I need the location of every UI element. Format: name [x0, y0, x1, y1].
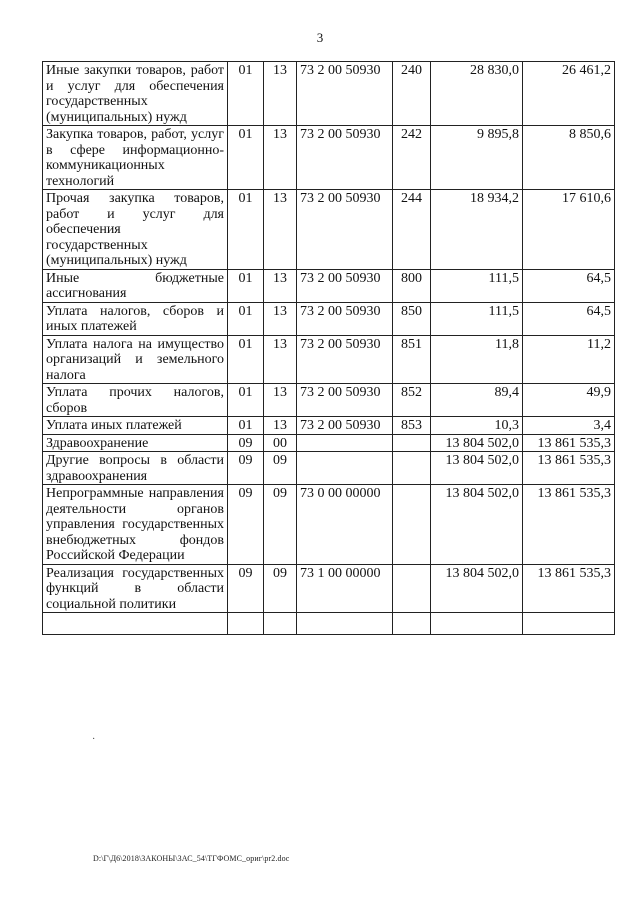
cell-empty	[264, 613, 297, 635]
cell-target-article: 73 2 00 50930	[297, 335, 393, 384]
cell-target-article	[297, 452, 393, 485]
cell-section: 01	[228, 302, 264, 335]
cell-amount-1: 13 804 502,0	[431, 452, 523, 485]
cell-expense-type	[393, 564, 431, 613]
cell-target-article: 73 2 00 50930	[297, 190, 393, 270]
cell-section: 09	[228, 452, 264, 485]
page-number: 3	[316, 30, 324, 45]
cell-name: Здравоохранение	[43, 434, 228, 452]
budget-table	[42, 61, 615, 635]
cell-target-article	[297, 434, 393, 452]
cell-amount-1: 111,5	[431, 302, 523, 335]
cell-amount-1: 11,8	[431, 335, 523, 384]
cell-expense-type: 240	[393, 62, 431, 126]
table-row	[43, 434, 615, 452]
cell-amount-1: 10,3	[431, 417, 523, 435]
cell-empty	[431, 613, 523, 635]
cell-empty	[43, 613, 228, 635]
cell-expense-type	[393, 452, 431, 485]
cell-subsection: 13	[264, 269, 297, 302]
cell-amount-2: 64,5	[523, 269, 615, 302]
cell-subsection: 13	[264, 302, 297, 335]
cell-subsection: 00	[264, 434, 297, 452]
table-row-empty	[43, 613, 615, 635]
cell-section: 09	[228, 434, 264, 452]
cell-target-article: 73 0 00 00000	[297, 485, 393, 565]
cell-amount-1: 89,4	[431, 384, 523, 417]
cell-amount-1: 9 895,8	[431, 126, 523, 190]
table-row	[43, 269, 615, 302]
cell-target-article: 73 2 00 50930	[297, 302, 393, 335]
cell-name: Уплата прочих налогов, сборов	[43, 384, 228, 417]
cell-section: 01	[228, 335, 264, 384]
cell-section: 01	[228, 126, 264, 190]
cell-amount-2: 13 861 535,3	[523, 485, 615, 565]
cell-expense-type: 850	[393, 302, 431, 335]
cell-amount-1: 13 804 502,0	[431, 485, 523, 565]
table-row	[43, 190, 615, 270]
cell-amount-1: 13 804 502,0	[431, 564, 523, 613]
cell-expense-type: 800	[393, 269, 431, 302]
cell-amount-2: 17 610,6	[523, 190, 615, 270]
table-row	[43, 62, 615, 126]
table-body	[43, 62, 615, 635]
footer-file-path: D:\Г\Д6\2018\ЗАКОНЫ\ЗАС_54\ТГФОМС_ориг\pr2.doc	[93, 854, 290, 863]
cell-amount-2: 11,2	[523, 335, 615, 384]
cell-name: Прочая закупка товаров, работ и услуг для обеспечения государственных (муниципальных) нужд	[43, 190, 228, 270]
cell-target-article: 73 2 00 50930	[297, 126, 393, 190]
table-row	[43, 485, 615, 565]
cell-target-article: 73 2 00 50930	[297, 384, 393, 417]
cell-section: 01	[228, 190, 264, 270]
cell-subsection: 13	[264, 190, 297, 270]
cell-subsection: 09	[264, 452, 297, 485]
cell-name: Иные бюджетные ассигнования	[43, 269, 228, 302]
table-row	[43, 384, 615, 417]
cell-expense-type: 851	[393, 335, 431, 384]
cell-amount-1: 28 830,0	[431, 62, 523, 126]
cell-amount-2: 26 461,2	[523, 62, 615, 126]
cell-subsection: 13	[264, 335, 297, 384]
cell-subsection: 09	[264, 564, 297, 613]
cell-amount-2: 13 861 535,3	[523, 452, 615, 485]
cell-empty	[523, 613, 615, 635]
cell-subsection: 13	[264, 384, 297, 417]
cell-expense-type: 853	[393, 417, 431, 435]
cell-target-article: 73 1 00 00000	[297, 564, 393, 613]
cell-expense-type	[393, 485, 431, 565]
cell-section: 01	[228, 384, 264, 417]
cell-amount-1: 13 804 502,0	[431, 434, 523, 452]
table-row	[43, 417, 615, 435]
cell-name: Другие вопросы в области здравоохранения	[43, 452, 228, 485]
cell-section: 01	[228, 417, 264, 435]
cell-expense-type	[393, 434, 431, 452]
cell-section: 09	[228, 485, 264, 565]
cell-target-article: 73 2 00 50930	[297, 269, 393, 302]
cell-subsection: 09	[264, 485, 297, 565]
cell-target-article: 73 2 00 50930	[297, 417, 393, 435]
cell-name: Непрограммные направления деятельности органов управления государственных внебюджетных фондов Российской Федерации	[43, 485, 228, 565]
cell-name: Иные закупки товаров, работ и услуг для обеспечения государственных (муниципальных) нужд	[43, 62, 228, 126]
cell-expense-type: 244	[393, 190, 431, 270]
cell-subsection: 13	[264, 417, 297, 435]
cell-amount-1: 18 934,2	[431, 190, 523, 270]
cell-empty	[228, 613, 264, 635]
cell-empty	[393, 613, 431, 635]
table-row	[43, 564, 615, 613]
cell-section: 01	[228, 62, 264, 126]
cell-name: Уплата налогов, сборов и иных платежей	[43, 302, 228, 335]
cell-amount-2: 64,5	[523, 302, 615, 335]
cell-subsection: 13	[264, 126, 297, 190]
table-row	[43, 126, 615, 190]
cell-amount-2: 3,4	[523, 417, 615, 435]
cell-subsection: 13	[264, 62, 297, 126]
cell-name: Уплата иных платежей	[43, 417, 228, 435]
cell-amount-2: 49,9	[523, 384, 615, 417]
table-row	[43, 335, 615, 384]
cell-empty	[297, 613, 393, 635]
cell-section: 01	[228, 269, 264, 302]
cell-amount-1: 111,5	[431, 269, 523, 302]
stray-mark: ·	[92, 734, 96, 745]
table-row	[43, 452, 615, 485]
cell-expense-type: 852	[393, 384, 431, 417]
cell-expense-type: 242	[393, 126, 431, 190]
cell-amount-2: 8 850,6	[523, 126, 615, 190]
cell-name: Закупка товаров, работ, услуг в сфере информационно-коммуникационных технологий	[43, 126, 228, 190]
cell-name: Реализация государственных функций в области социальной политики	[43, 564, 228, 613]
cell-name: Уплата налога на имущество организаций и земельного налога	[43, 335, 228, 384]
cell-amount-2: 13 861 535,3	[523, 564, 615, 613]
cell-section: 09	[228, 564, 264, 613]
cell-target-article: 73 2 00 50930	[297, 62, 393, 126]
table-row	[43, 302, 615, 335]
cell-amount-2: 13 861 535,3	[523, 434, 615, 452]
